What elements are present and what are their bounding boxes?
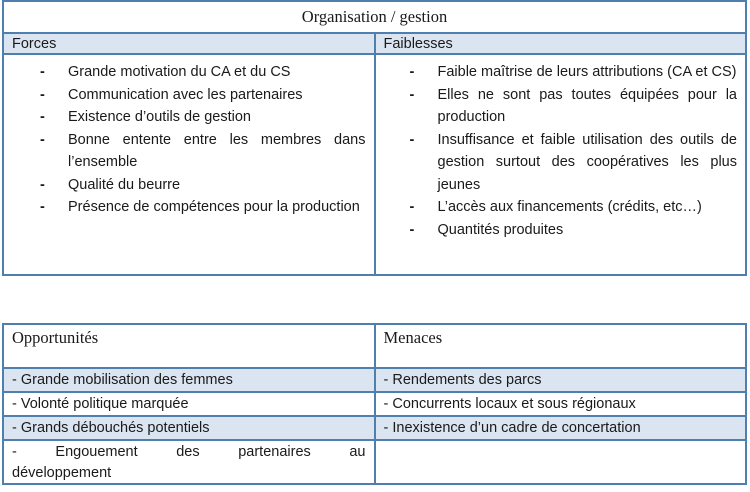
menaces-header: Menaces bbox=[375, 324, 747, 368]
list-item: - Elles ne sont pas toutes équipées pour la production bbox=[409, 86, 737, 125]
list-item: - Qualité du beurre bbox=[40, 176, 181, 193]
forces-cell bbox=[3, 54, 375, 275]
opportunites-header: Opportunités bbox=[3, 324, 375, 368]
list-item: - Faible maîtrise de leurs attributions (CA et CS) bbox=[409, 64, 737, 80]
list-item: - Bonne entente entre les membres dans l’ensemble bbox=[40, 131, 366, 170]
opportunite-cell: - Grands débouchés potentiels bbox=[3, 416, 375, 440]
swot-environnement-table bbox=[2, 323, 747, 485]
swot-organisation-table bbox=[2, 0, 747, 276]
forces-list bbox=[4, 55, 374, 219]
list-item: - L’accès aux financements (crédits, etc…) bbox=[409, 199, 702, 215]
list-item: - Grande motivation du CA et du CS bbox=[40, 64, 291, 80]
table-row bbox=[3, 416, 746, 440]
list-item: - Présence de compétences pour la production bbox=[40, 199, 360, 215]
faiblesses-list bbox=[376, 55, 746, 241]
list-item: - Quantités produites bbox=[409, 221, 564, 238]
faiblesses-header: Faiblesses bbox=[375, 33, 747, 54]
list-item: - Existence d’outils de gestion bbox=[40, 109, 251, 125]
opportunite-cell: - Volonté politique marquée bbox=[3, 392, 375, 416]
opportunite-line: développement bbox=[12, 465, 112, 481]
table-row bbox=[3, 440, 746, 484]
table-title: Organisation / gestion bbox=[3, 1, 746, 33]
forces-header: Forces bbox=[3, 33, 375, 54]
menace-cell: - Concurrents locaux et sous régionaux bbox=[375, 392, 747, 416]
menace-cell: - Inexistence d’un cadre de concertation bbox=[375, 416, 747, 440]
opportunite-line: - Engouement des partenaires au bbox=[12, 444, 366, 460]
faiblesses-cell bbox=[375, 54, 747, 275]
list-item: - Insuffisance et faible utilisation des outils de gestion surtout des coopératives les plus jeunes bbox=[409, 131, 737, 193]
menace-cell-empty bbox=[375, 440, 747, 484]
table-row bbox=[3, 368, 746, 392]
menace-cell: - Rendements des parcs bbox=[375, 368, 747, 392]
list-item: - Communication avec les partenaires bbox=[40, 86, 303, 103]
opportunite-cell: - Grande mobilisation des femmes bbox=[3, 368, 375, 392]
opportunite-cell bbox=[3, 440, 375, 484]
table-row bbox=[3, 392, 746, 416]
